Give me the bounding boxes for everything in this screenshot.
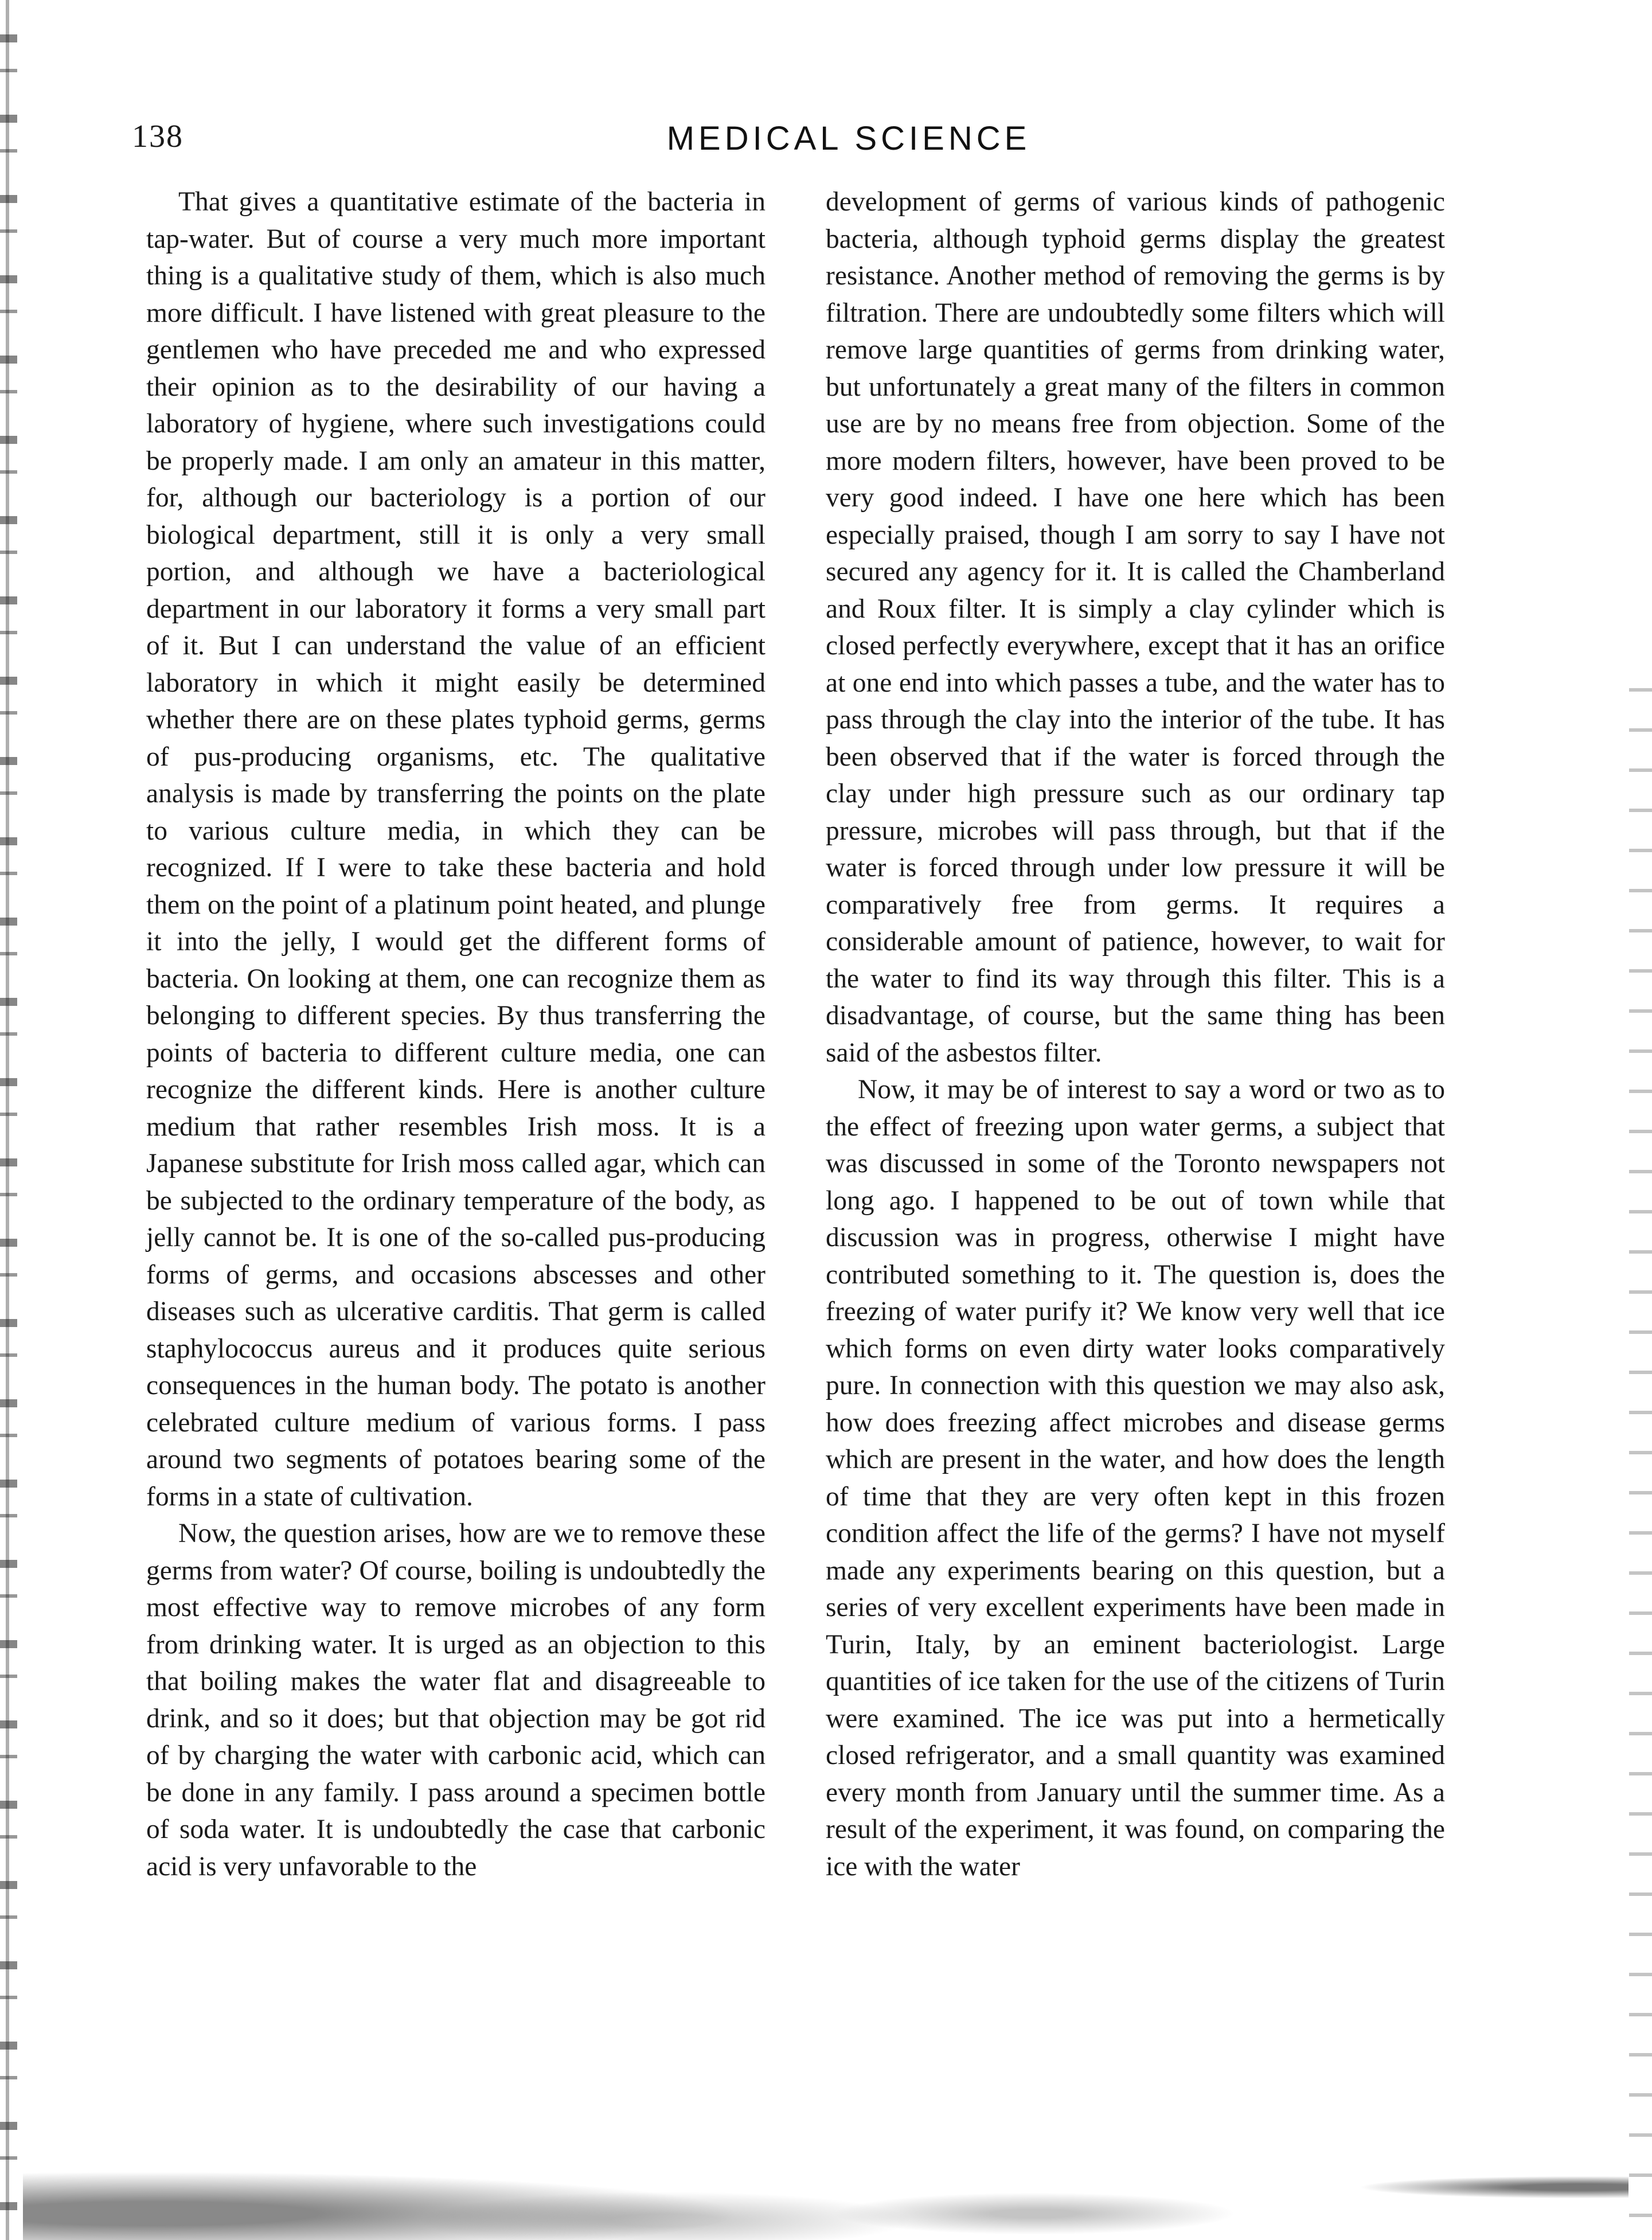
paragraph: Now, it may be of interest to say a word or two as to the effect of freezing upon water germs, a subject that was discussed in some of the Toronto newspapers not long ago. I happened to be out of town while that discussion was in progress, otherwise I might have contributed something to it. The question is, does the freezing of water purify it? We know very well that ice which forms on even dirty water looks comparatively pure. In connection with this question we may also ask, how does freezing affect microbes and disease germs which are present in the water, and how does the length of time that they are very often kept in this frozen condition affect the life of the germs? I have not myself made any experiments bearing on this question, but a series of very excellent experiments have been made in Turin, Italy, by an eminent bacteriologist. Large quantities of ice taken for the use of the citizens of Turin were examined. The ice was put into a hermetically closed refrigerator, and a small quantity was examined every month from January until the summer time. As a result of the experiment, it was found, on comparing the ice with the water [826,1075,1445,1882]
paragraph: That gives a quantitative estimate of the bacteria in tap-water. But of course a very much more important thing is a qualitative study of them, which is also much more difficult. I have listened with great pleasure to the gentlemen who have preceded me and who expressed their opinion as to the desirability of our having a laboratory of hygiene, where such investigations could be properly made. I am only an amateur in this matter, for, although our bacteriology is a portion of our biological department, still it is only a very small portion, and although we have a bacteriological department in our laboratory it forms a very small part of it. But I can understand the value of an efficient laboratory in which it might easily be determined whether there are on these plates typhoid germs, germs of pus-producing organisms, etc. The qualitative analysis is made by transferring the points on the plate to various culture media, in which they can be recognized. If I were to take these bacteria and hold them on the point of a platinum point heated, and plunge it into the jelly, I would get the different forms of bacteria. On looking at them, one can recognize them as belonging to different species. By thus transferring the points of bacteria to different culture media, one can recognize the different kinds. Here is another culture medium that rather resembles Irish moss. It is a Japanese substitute for Irish moss called agar, which can be subjected to the ordinary temperature of the body, as jelly cannot be. It is one of the so-called pus-producing forms of germs, and occasions abscesses and other diseases such as ulcerative carditis. That germ is called staphylococcus aureus and it produces quite serious consequences in the human body. The potato is another celebrated culture medium of various forms. I pass around two segments of potatoes bearing some of the forms in a state of cultivation. [146,187,766,1512]
scan-edge-line [6,0,9,2240]
scan-bottom-noise [23,2108,1628,2240]
page-number: 138 [132,119,183,154]
running-title: MEDICAL SCIENCE [666,120,1031,157]
page-header [115,115,1583,166]
text-column-right [826,184,1445,1885]
text-column-left [146,184,766,1885]
paragraph: Now, the question arises, how are we to remove these germs from water? Of course, boiling is undoubtedly the most effective way to remove microbes of any form from drinking water. It is urged as an objection to this that boiling makes the water flat and disagreeable to drink, and so it does; but that objection may be got rid of by charging the water with carbonic acid, which can be done in any family. I pass around a specimen bottle of soda water. It is undoubtedly the case that carbonic acid is very unfavorable to the [146,1519,766,1882]
paragraph-continued: development of germs of various kinds of pathogenic bacteria, although typhoid germs display the greatest resistance. Another method of removing the germs is by filtration. There are undoubtedly some filters which will remove large quantities of germs from drinking water, but unfortunately a great many of the filters in common use are by no means free from objection. Some of the more modern filters, however, have been proved to be very good indeed. I have one here which has been especially praised, though I am sorry to say I have not secured any agency for it. It is called the Chamberland and Roux filter. It is simply a clay cylinder which is closed perfectly everywhere, except that it has an orifice at one end into which passes a tube, and the water has to pass through the clay into the interior of the tube. It has been observed that if the water is forced through the clay under high pressure such as our ordinary tap pressure, microbes will pass through, but that if the water is forced through under low pressure it will be comparatively free from germs. It requires a considerable amount of patience, however, to wait for the water to find its way through this filter. This is a disadvantage, of course, but the same thing has been said of the asbestos filter. [826,187,1445,1068]
scan-edge-right [1629,688,1652,2237]
